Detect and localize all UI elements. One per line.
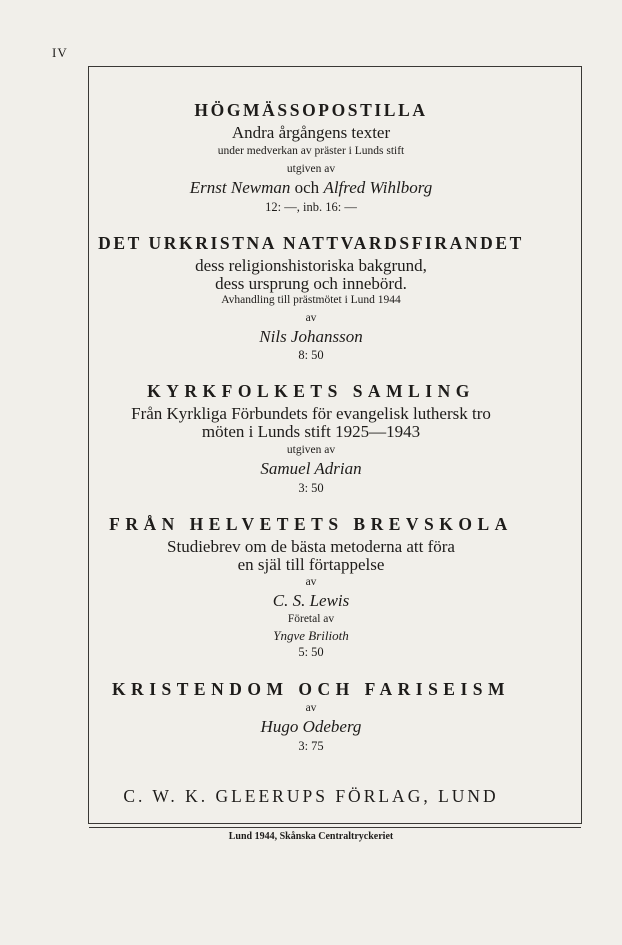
- book-5-title: KRISTENDOM OCH FARISEISM: [111, 679, 511, 699]
- book-5-price: 3: 75: [298, 739, 324, 753]
- book-4-title: FRÅN HELVETETS BREVSKOLA: [109, 514, 513, 534]
- book-1-authors: [0, 178, 622, 198]
- book-2-subtitle-2: dess ursprung och innebörd.: [215, 274, 407, 293]
- book-3-subtitle-1: Från Kyrkliga Förbundets för evangelisk luthersk tro: [131, 404, 491, 423]
- book-4-preface-author: Yngve Brilioth: [273, 628, 349, 643]
- book-4-subtitle-1: Studiebrev om de bästa metoderna att föra: [167, 537, 455, 556]
- book-2-subtitle-1: dess religionshistoriska bakgrund,: [195, 256, 427, 275]
- book-2-author: Nils Johansson: [259, 327, 363, 346]
- book-2-by-label: av: [305, 312, 317, 324]
- book-1-conj: och: [294, 178, 320, 197]
- book-1-note: under medverkan av präster i Lunds stift: [217, 145, 405, 157]
- book-1-author-1: Ernst Newman: [189, 178, 291, 197]
- book-1-by-label: utgiven av: [286, 163, 336, 175]
- book-4-price: 5: 50: [298, 645, 324, 659]
- book-3-author: Samuel Adrian: [260, 459, 362, 478]
- book-1-subtitle: Andra årgångens texter: [231, 123, 391, 142]
- book-3-by-label: utgiven av: [286, 444, 336, 456]
- book-1-price: 12: —, inb. 16: —: [265, 200, 357, 214]
- book-4-preface-label: Företal av: [287, 613, 335, 625]
- book-2-note: Avhandling till prästmötet i Lund 1944: [221, 294, 401, 306]
- book-4-author: C. S. Lewis: [272, 591, 350, 610]
- book-5-by-label: av: [305, 702, 317, 714]
- book-4-subtitle-2: en själ till förtappelse: [237, 555, 385, 574]
- page-number: IV: [52, 45, 68, 60]
- book-2-price: 8: 50: [298, 348, 324, 362]
- book-3-price: 3: 50: [298, 481, 324, 495]
- book-1-title: HÖGMÄSSOPOSTILLA: [194, 100, 428, 120]
- book-4-by-label: av: [305, 576, 317, 588]
- publisher-line: C. W. K. GLEERUPS FÖRLAG, LUND: [123, 786, 499, 806]
- book-1-author-2: Alfred Wihlborg: [323, 178, 433, 197]
- book-5-author: Hugo Odeberg: [260, 717, 362, 736]
- book-3-title: KYRKFOLKETS SAMLING: [147, 381, 475, 401]
- printer-footer: Lund 1944, Skånska Centraltryckeriet: [228, 831, 394, 842]
- book-3-subtitle-2: möten i Lunds stift 1925—1943: [201, 422, 421, 441]
- book-2-title: DET URKRISTNA NATTVARDSFIRANDET: [98, 233, 524, 253]
